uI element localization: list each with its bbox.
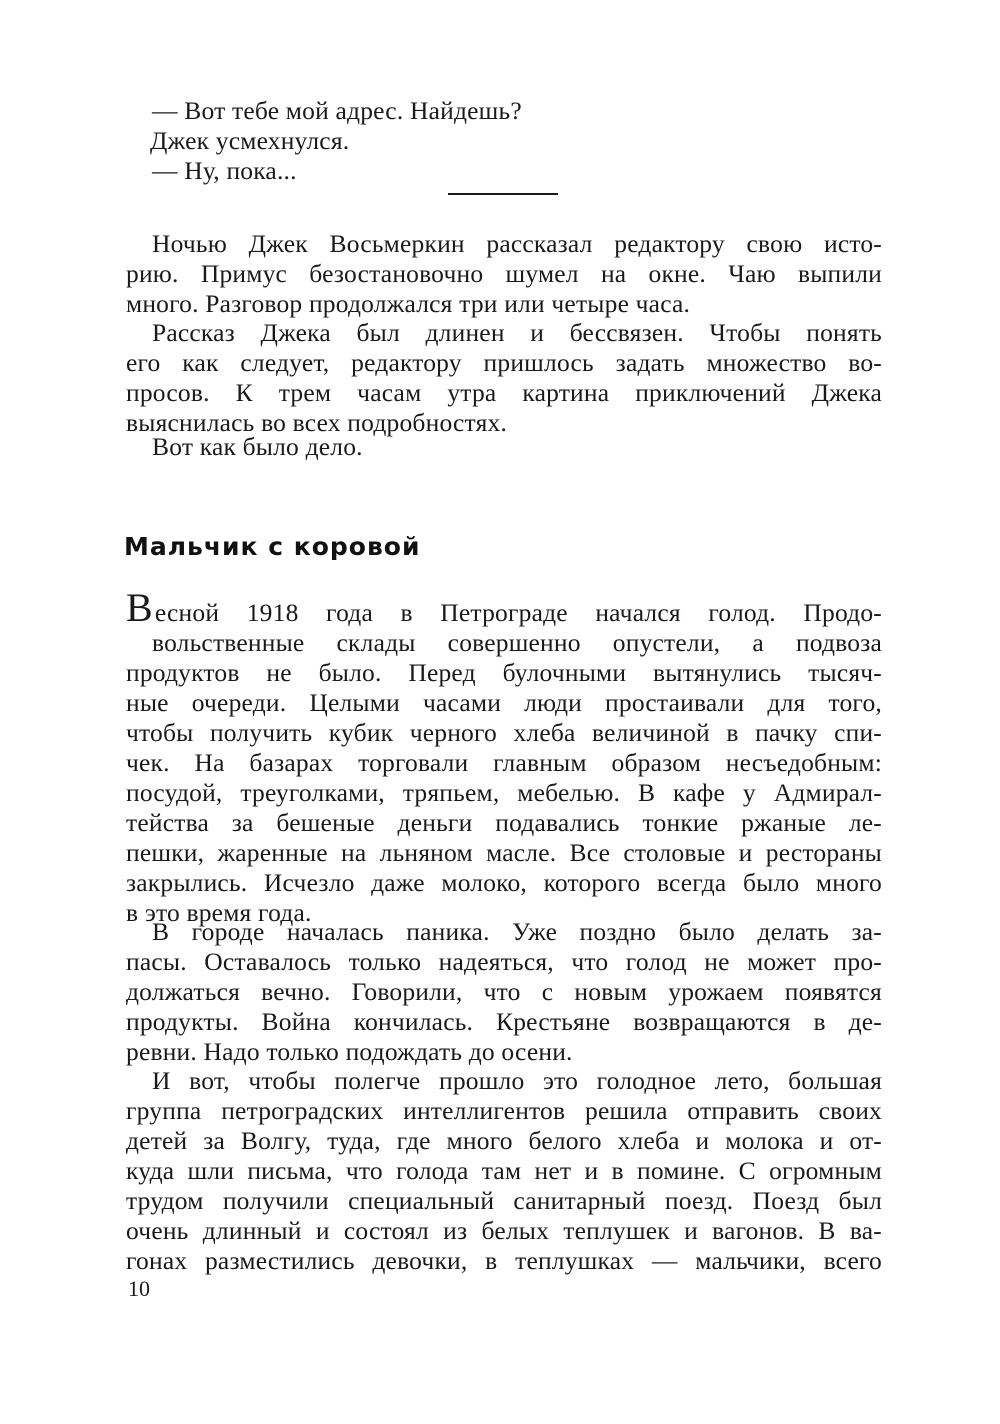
- text-line: закрылись. Исчезло даже молоко, которого всегда было много: [126, 868, 882, 897]
- text-line: Рассказ Джека был длинен и бессвязен. Чтобы понять: [152, 318, 882, 347]
- text-line: ревни. Надо только подождать до осени.: [126, 1037, 573, 1066]
- text-line: В городе началась паника. Уже поздно было делать за-: [152, 917, 882, 946]
- text-line: в это время года.: [126, 898, 312, 927]
- text-line: посудой, треуголками, тряпьем, мебелью. В кафе у Адмирал-: [126, 778, 882, 807]
- chapter-title: Мальчик с коровой: [124, 532, 421, 561]
- paragraph-night-story: [126, 229, 882, 319]
- text-line: продукты. Война кончилась. Крестьяне возвращаются в де-: [126, 1007, 882, 1036]
- text-line: пешки, жаренные на льняном масле. Все столовые и рестораны: [126, 838, 882, 867]
- paragraph-how-it-was: [126, 432, 882, 462]
- text-line: его как следует, редактору пришлось задать множество во-: [126, 348, 882, 377]
- text-line: выяснилась во всех подробностях.: [126, 408, 508, 437]
- dialogue-line: — Вот тебе мой адрес. Найдешь?: [152, 96, 522, 125]
- chapter-paragraph-panic: [126, 917, 882, 1067]
- text-line: чтобы получить кубик черного хлеба величиной в пачку спи-: [126, 718, 882, 747]
- text-line: Вот как было дело.: [152, 432, 363, 461]
- text-line: трудом получили специальный санитарный поезд. Поезд был: [126, 1186, 882, 1215]
- text-line: гонах разместились девочки, в теплушках — мальчики, всего: [126, 1246, 882, 1275]
- text-line: просов. К трем часам утра картина приключений Джека: [126, 378, 882, 407]
- text-line: должаться вечно. Говорили, что с новым урожаем появятся: [126, 977, 882, 1006]
- text-line: чек. На базарах торговали главным образом несъедобным:: [126, 748, 882, 777]
- text-line: вольственные склады совершенно опустели, а подвоза: [152, 628, 882, 657]
- dialogue-block: [126, 96, 882, 186]
- drop-cap: В: [126, 585, 153, 630]
- section-divider: [448, 193, 558, 195]
- text-line: ные очереди. Целыми часами люди простаивали для того,: [126, 688, 882, 717]
- text-line: продуктов не было. Перед булочными вытянулись тысяч-: [126, 658, 882, 687]
- text-line-rest: есной 1918 года в Петрограде начался голод. Продо-: [154, 598, 882, 627]
- page-number: 10: [128, 1276, 150, 1301]
- text-line: пасы. Оставалось только надеяться, что голод не может про-: [126, 947, 882, 976]
- text-line: [126, 585, 882, 630]
- text-line: очень длинный и состоял из белых теплушек и вагонов. В ва-: [126, 1216, 882, 1245]
- text-line: куда шли письма, что голода там нет и в помине. С огромным: [126, 1156, 882, 1185]
- dialogue-line: — Ну, пока...: [152, 156, 297, 185]
- text-line: много. Разговор продолжался три или четыре часа.: [126, 289, 691, 318]
- paragraph-jack-story: [126, 318, 882, 438]
- chapter-paragraph-train: [126, 1066, 882, 1276]
- chapter-paragraph-hunger: [126, 585, 882, 928]
- text-line: тейства за бешеные деньги подавались тонкие ржаные ле-: [126, 808, 882, 837]
- text-line: Ночью Джек Восьмеркин рассказал редактору свою исто-: [152, 229, 882, 258]
- text-line: И вот, чтобы полегче прошло это голодное лето, большая: [152, 1066, 882, 1095]
- text-line: группа петроградских интеллигентов решила отправить своих: [126, 1096, 882, 1125]
- text-line: рию. Примус безостановочно шумел на окне. Чаю выпили: [126, 259, 882, 288]
- text-line: детей за Волгу, туда, где много белого хлеба и молока и от-: [126, 1126, 882, 1155]
- dialogue-line: Джек усмехнулся.: [150, 126, 350, 155]
